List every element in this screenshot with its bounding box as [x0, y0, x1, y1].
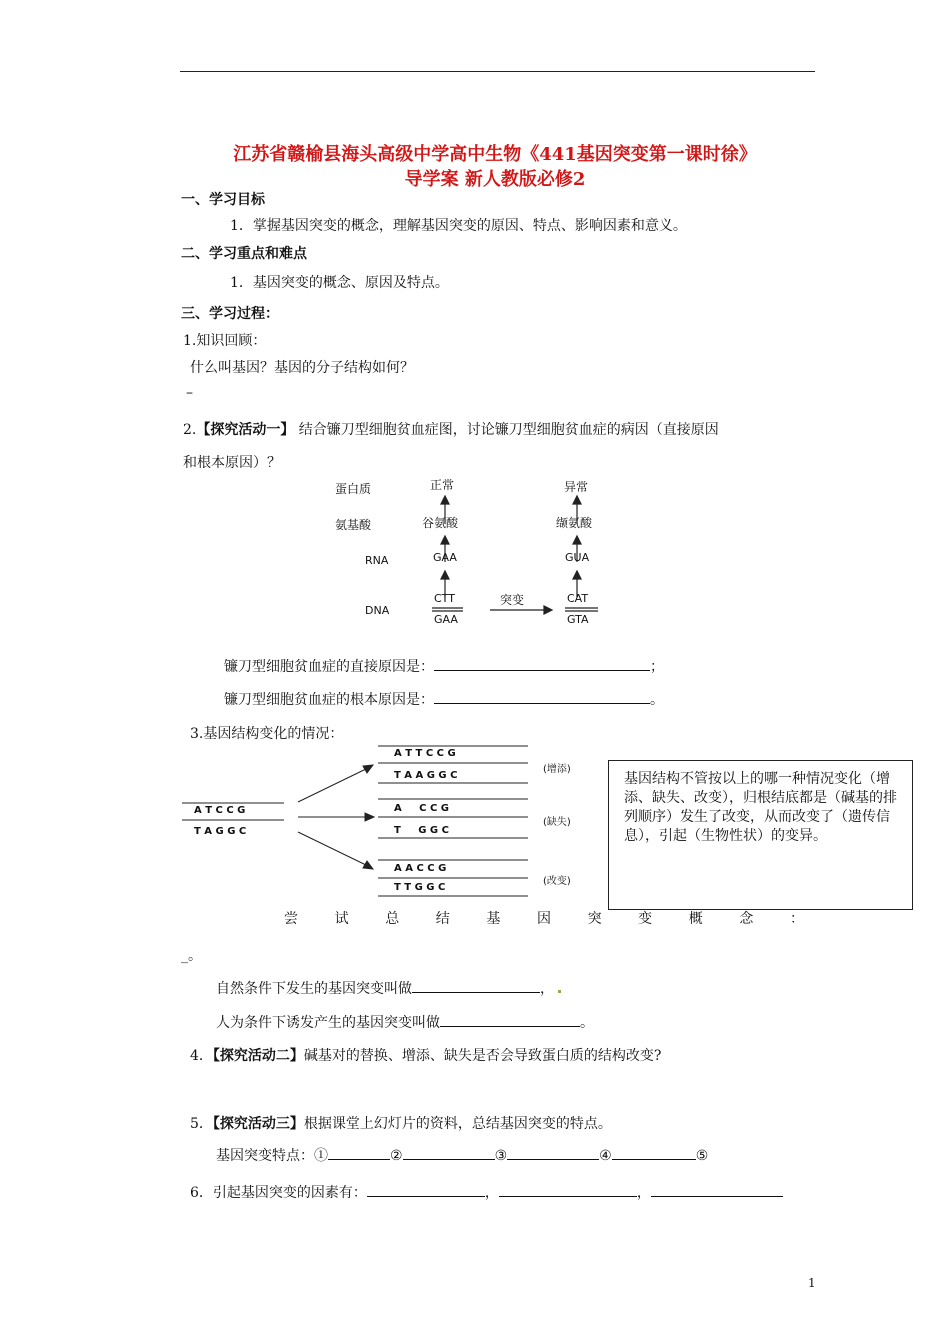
- rna-normal: GAA: [433, 551, 457, 564]
- row-label-amino: 氨基酸: [335, 518, 372, 532]
- row-label-protein: 蛋白质: [335, 482, 372, 496]
- dna-mutant-bottom: GTA: [567, 613, 589, 626]
- q3-label: 3.基因结构变化的情况：: [190, 726, 344, 742]
- add-bottom: T A A G G C: [394, 770, 458, 781]
- gene-change-figure: [180, 742, 600, 902]
- dna-normal-bottom: GAA: [434, 613, 458, 626]
- answer-blank[interactable]: [612, 1145, 696, 1160]
- q1-label: 1.知识回顾：: [183, 333, 267, 349]
- section-item: 1．基因突变的概念、原因及特点。: [230, 275, 449, 291]
- answer-blank[interactable]: [434, 656, 650, 671]
- q2-direct: 镰刀型细胞贫血症的直接原因是： ；: [224, 656, 664, 676]
- activity-label: 【探究活动二】: [212, 1048, 304, 1064]
- page-subtitle: 导学案 新人教版必修2: [404, 169, 586, 190]
- label-mutation: 突变: [500, 593, 525, 607]
- q4-text: 4．【探究活动二】碱基对的替换、增添、缺失是否会导致蛋白质的结构改变?: [190, 1048, 662, 1064]
- dna-normal-top: CTT: [434, 592, 455, 605]
- q5-text: 5．【探究活动三】根据课堂上幻灯片的资料，总结基因突变的特点。: [190, 1116, 612, 1132]
- answer-blank[interactable]: [651, 1182, 783, 1197]
- mark-dot: [558, 990, 561, 993]
- q2-text: 2.【探究活动一】 结合镰刀型细胞贫血症图，讨论镰刀型细胞贫血症的病因（直接原因: [183, 422, 719, 438]
- answer-blank[interactable]: [328, 1145, 390, 1160]
- sickle-cell-figure: [330, 472, 620, 632]
- summary-end: _。: [181, 948, 202, 964]
- answer-blank[interactable]: [434, 689, 650, 704]
- chg-bottom: T T G G C: [394, 882, 446, 893]
- activity-label: 【探究活动三】: [212, 1116, 304, 1132]
- del-bottom: T G G C: [394, 825, 449, 836]
- row-label-dna: DNA: [365, 604, 390, 617]
- q2-root: 镰刀型细胞贫血症的根本原因是： 。: [224, 689, 664, 709]
- label-chg: (改变): [543, 876, 571, 887]
- answer-blank[interactable]: [367, 1182, 485, 1197]
- chg-top: A A C C G: [394, 863, 447, 874]
- add-top: A T T C C G: [394, 748, 456, 759]
- del-top: A C C G: [394, 803, 449, 814]
- section-heading: 二、学习重点和难点: [181, 246, 307, 262]
- answer-blank[interactable]: [403, 1145, 495, 1160]
- page-number: 1: [808, 1276, 816, 1290]
- induced-mutation: 人为条件下诱发产生的基因突变叫做 。: [216, 1012, 594, 1032]
- orig-top: A T C C G: [194, 805, 246, 816]
- figure2-lines: [180, 742, 600, 902]
- section-heading: 一、学习目标: [181, 192, 265, 208]
- dna-mutant-top: CAT: [567, 592, 589, 605]
- label-normal: 正常: [430, 478, 455, 492]
- answer-blank[interactable]: [499, 1182, 637, 1197]
- label-abnormal: 异常: [564, 480, 589, 494]
- section-heading: 三、学习过程：: [181, 306, 279, 322]
- label-add: (增添): [543, 764, 571, 775]
- note-box-text: 基因结构不管按以上的哪一种情况变化（增添、缺失、改变），归根结底都是（碱基的排列顺序）发生了改变，从而改变了（遗传信息），引起（生物性状）的变异。: [624, 771, 897, 844]
- q1-question: 什么叫基因？基因的分子结构如何？: [190, 360, 414, 376]
- row-label-rna: RNA: [365, 554, 389, 567]
- answer-blank[interactable]: [412, 978, 540, 993]
- natural-mutation: 自然条件下发生的基因突变叫做 ，: [216, 978, 561, 998]
- section-item: 1．掌握基因突变的概念，理解基因突变的原因、特点、影响因素和意义。: [230, 218, 687, 234]
- answer-blank[interactable]: [440, 1012, 580, 1027]
- q6-text: 6．引起基因突变的因素有： ， ，: [190, 1182, 783, 1202]
- orig-bottom: T A G G C: [194, 826, 247, 837]
- label-val: 缬氨酸: [556, 516, 593, 530]
- header-rule: [180, 71, 815, 72]
- q5-features: 基因突变特点：① ② ③ ④ ⑤: [216, 1145, 708, 1165]
- q1-dash: –: [186, 385, 193, 401]
- q2-text-2: 和根本原因）？: [183, 455, 281, 471]
- rna-mutant: GUA: [565, 551, 590, 564]
- label-glu: 谷氨酸: [422, 516, 459, 530]
- answer-blank[interactable]: [507, 1145, 599, 1160]
- summary-prompt: 尝 试 总 结 基 因 突 变 概 念 ：: [284, 911, 804, 927]
- activity-label: 【探究活动一】: [196, 422, 295, 438]
- page-title: 江苏省赣榆县海头高级中学高中生物《441基因突变第一课时徐》: [233, 144, 757, 165]
- label-del: (缺失): [543, 817, 571, 828]
